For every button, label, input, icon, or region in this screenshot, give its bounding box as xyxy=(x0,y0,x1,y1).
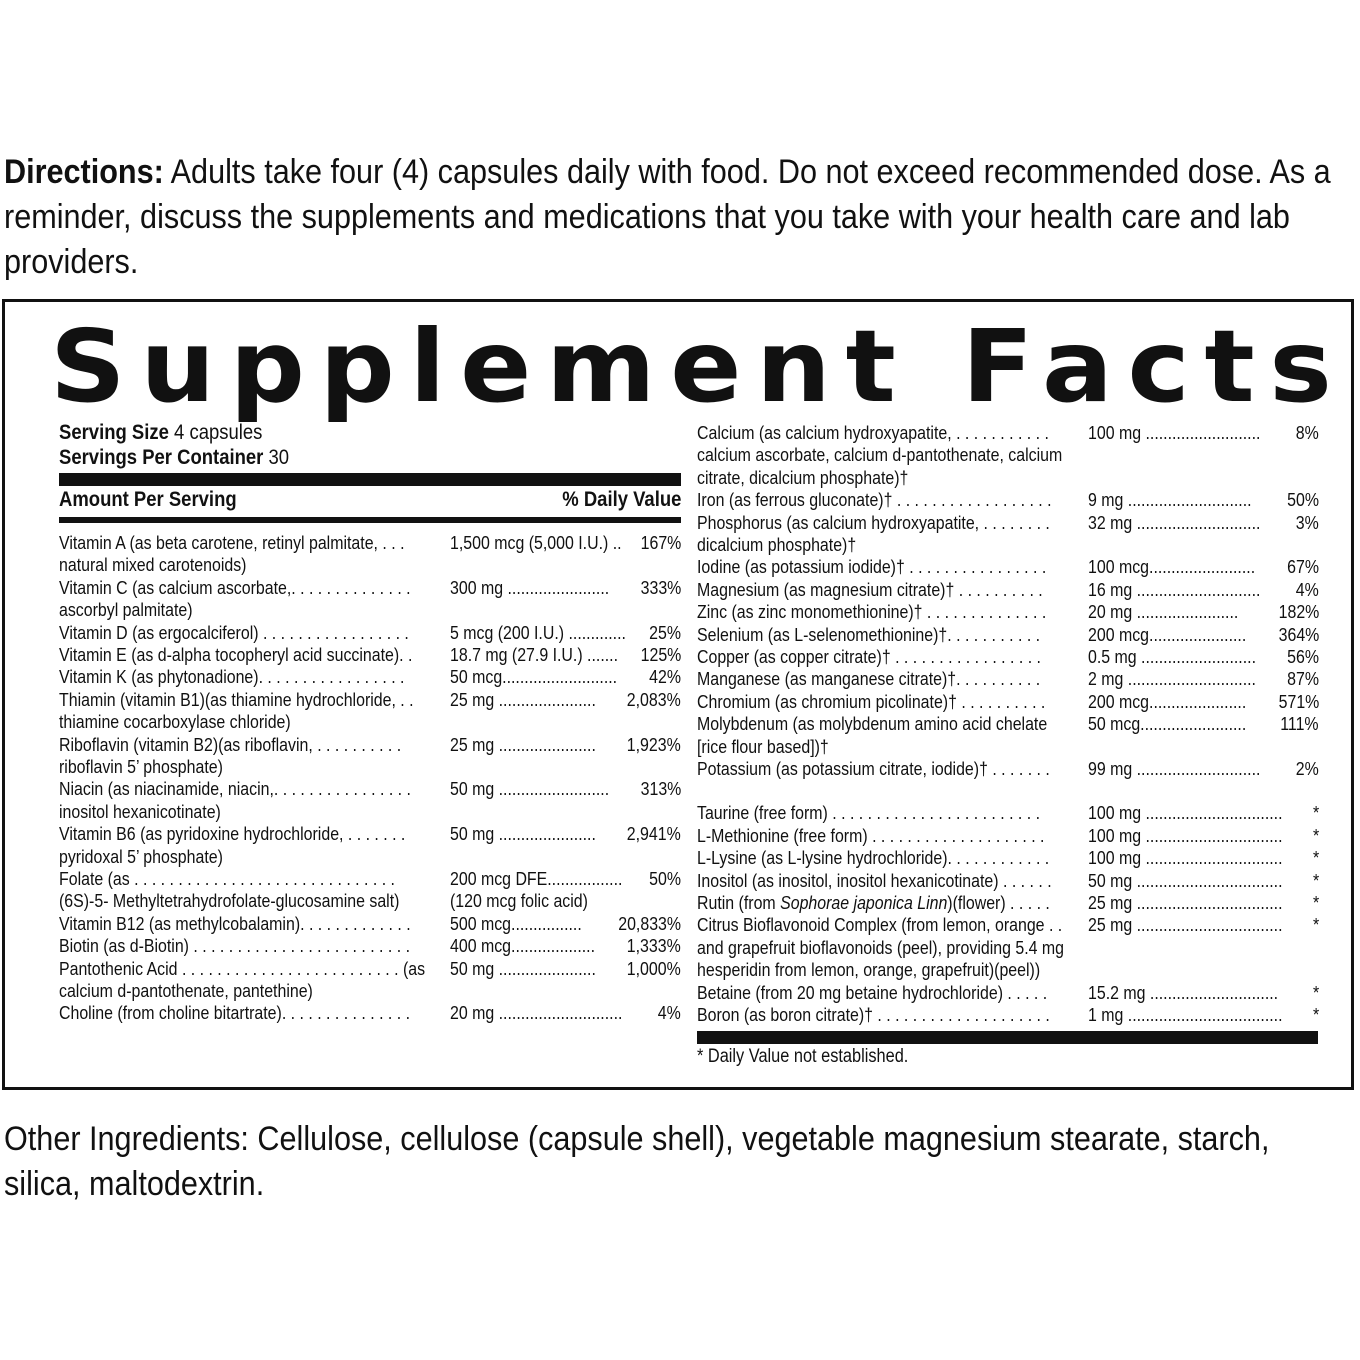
amount-per-serving-header: Amount Per Serving xyxy=(59,488,237,511)
nutrient-name: Vitamin C (as calcium ascorbate,. . . . . . . . . . . . . . ascorbyl palmitate) xyxy=(59,576,411,621)
nutrient-amount: 100 mcg........................ xyxy=(1088,556,1256,578)
nutrient-amount: 50 mcg.......................... xyxy=(450,666,618,688)
nutrient-amount: 100 mg ............................... xyxy=(1088,847,1283,869)
serving-size-label: Serving Size xyxy=(59,421,169,444)
right-nutrient-row xyxy=(697,847,1319,869)
daily-value-percent: 1,000% xyxy=(627,957,681,979)
daily-value-percent: * xyxy=(1312,981,1319,1003)
daily-value-percent: 2,083% xyxy=(627,688,681,710)
nutrient-amount: 100 mg .......................... xyxy=(1088,422,1261,443)
nutrient-amount: 25 mg ................................. xyxy=(1088,914,1283,936)
daily-value-percent: 67% xyxy=(1287,556,1319,578)
daily-value-percent: 167% xyxy=(640,532,681,553)
daily-value-percent: 111% xyxy=(1280,713,1319,735)
nutrient-name: Zinc (as zinc monomethionine)† . . . . . . . . . . . . . . xyxy=(697,601,1047,623)
right-nutrient-row xyxy=(697,668,1319,690)
nutrient-name: Vitamin A (as beta carotene, retinyl palmitate, . . . natural mixed carotenoids) xyxy=(59,532,405,576)
nutrient-name: Vitamin K (as phytonadione). . . . . . . . . . . . . . . . . xyxy=(59,666,405,688)
daily-value-percent: 571% xyxy=(1278,690,1319,712)
right-nutrient-row xyxy=(697,601,1319,623)
daily-value-percent: * xyxy=(1312,892,1319,913)
nutrient-name-part: )(flower) . . . . . xyxy=(947,892,1050,913)
nutrient-name: Thiamin (vitamin B1)(as thiamine hydrochloride, . . thiamine cocarboxylase chloride) xyxy=(59,688,414,733)
right-nutrient-row xyxy=(697,1004,1319,1026)
nutrient-name: Riboflavin (vitamin B2)(as riboflavin, . . . . . . . . . . riboflavin 5’ phosphate) xyxy=(59,733,402,777)
nutrient-name: Vitamin D (as ergocalciferol) . . . . . . . . . . . . . . . . . xyxy=(59,621,409,643)
nutrient-name: L-Methionine (free form) . . . . . . . . . . . . . . . . . . . . xyxy=(697,824,1045,846)
nutrient-amount: 50 mcg........................ xyxy=(1088,713,1247,735)
left-nutrient-row xyxy=(59,913,681,935)
daily-value-percent: 4% xyxy=(1295,578,1319,600)
nutrient-amount: 100 mg ............................... xyxy=(1088,824,1283,846)
daily-value-percent: 333% xyxy=(640,576,681,598)
serving-size-value: 4 capsules xyxy=(168,421,263,444)
nutrient-amount: 9 mg ............................ xyxy=(1088,489,1252,511)
daily-value-percent: 2% xyxy=(1295,758,1319,779)
footnote-text: * Daily Value not established. xyxy=(697,1046,909,1067)
left-nutrient-row xyxy=(59,576,681,621)
daily-value-percent: 182% xyxy=(1278,601,1319,623)
nutrient-amount: 200 mcg...................... xyxy=(1088,690,1247,712)
nutrient-name: Copper (as copper citrate)† . . . . . . . . . . . . . . . . . xyxy=(697,646,1041,667)
daily-value-percent: 42% xyxy=(649,666,681,688)
daily-value-percent: * xyxy=(1312,914,1319,936)
nutrient-amount: 500 mcg................ xyxy=(450,912,582,934)
daily-value-percent: * xyxy=(1312,824,1319,846)
daily-value-percent: 313% xyxy=(640,778,681,800)
right-nutrient-row xyxy=(697,914,1319,981)
nutrient-name: Pantothenic Acid . . . . . . . . . . . . . . . . . . . . . . . . . (as calcium d-pantothenate, pantethine) xyxy=(59,957,426,1001)
directions-body: Adults take four (4) capsules daily with food. Do not exceed recommended dose. As a reminder, discuss the supplements and medications that you take with your health care and lab providers. xyxy=(4,153,1331,281)
daily-value-percent: * xyxy=(1312,802,1319,824)
nutrient-amount: 2 mg ............................. xyxy=(1088,668,1256,690)
right-nutrient-row xyxy=(697,802,1319,824)
nutrient-amount: 25 mg ...................... xyxy=(450,733,596,755)
nutrient-name: Choline (from choline bitartrate). . . . . . . . . . . . . . . xyxy=(59,1002,411,1024)
botanical-name: Sophorae japonica Linn xyxy=(780,892,948,913)
nutrient-amount: 5 mcg (200 I.U.) ............. xyxy=(450,621,626,643)
divider-bottom xyxy=(697,1031,1318,1044)
nutrient-amount: 400 mcg................... xyxy=(450,935,596,957)
daily-value-percent: * xyxy=(1312,1004,1319,1025)
nutrient-amount: 1,500 mcg (5,000 I.U.) .. xyxy=(450,532,622,553)
right-nutrient-row xyxy=(697,825,1319,847)
nutrient-name: Vitamin B6 (as pyridoxine hydrochloride, . . . . . . . pyridoxal 5’ phosphate) xyxy=(59,823,406,867)
daily-value-percent: 20,833% xyxy=(618,912,681,934)
nutrient-name: Magnesium (as magnesium citrate)† . . . . . . . . . . xyxy=(697,578,1043,600)
nutrient-name: Taurine (free form) . . . . . . . . . . . . . . . . . . . . . . . . xyxy=(697,802,1041,824)
left-nutrient-row xyxy=(59,688,681,733)
nutrient-amount: 20 mg ............................ xyxy=(450,1002,623,1024)
nutrient-name: Biotin (as d-Biotin) . . . . . . . . . . . . . . . . . . . . . . . . . xyxy=(59,935,411,957)
column-header xyxy=(59,488,681,512)
left-nutrient-row xyxy=(59,957,681,1001)
nutrient-amount: 200 mcg...................... xyxy=(1088,623,1247,645)
nutrient-name: Iodine (as potassium iodide)† . . . . . . . . . . . . . . . . xyxy=(697,556,1047,578)
right-nutrient-row xyxy=(697,713,1319,757)
left-nutrient-row xyxy=(59,733,681,777)
nutrient-name: Niacin (as niacinamide, niacin,. . . . . . . . . . . . . . . . inositol hexanicotinate) xyxy=(59,778,411,822)
nutrient-amount: 100 mg ............................... xyxy=(1088,802,1283,824)
nutrient-amount: 99 mg ............................ xyxy=(1088,758,1261,779)
nutrient-name: L-Lysine (as L-lysine hydrochloride). . . . . . . . . . . . xyxy=(697,847,1050,869)
daily-value-percent: 50% xyxy=(649,868,681,889)
nutrient-amount: 50 mg ...................... xyxy=(450,957,596,979)
daily-value-percent: 1,923% xyxy=(627,733,681,755)
right-nutrient-row xyxy=(697,892,1319,914)
nutrient-name: Boron (as boron citrate)† . . . . . . . . . . . . . . . . . . . . xyxy=(697,1004,1050,1025)
right-nutrient-row xyxy=(697,691,1319,713)
left-nutrient-row xyxy=(59,1002,681,1024)
nutrient-name: Vitamin B12 (as methylcobalamin). . . . . . . . . . . . . xyxy=(59,912,411,934)
nutrient-amount: 50 mg ................................. xyxy=(1088,869,1283,891)
right-nutrient-row xyxy=(697,870,1319,892)
nutrient-name: Folate (as . . . . . . . . . . . . . . . . . . . . . . . . . . . . . . (6S)-5- Methyltetrahydrofolate-glucosamine salt) xyxy=(59,868,400,912)
nutrient-name: Vitamin E (as d-alpha tocopheryl acid succinate). . xyxy=(59,644,413,665)
left-nutrient-row xyxy=(59,823,681,867)
servings-per-container-label: Servings Per Container xyxy=(59,446,264,469)
daily-value-percent: 1,333% xyxy=(627,935,681,957)
nutrient-name: Molybdenum (as molybdenum amino acid chelate [rice flour based])† xyxy=(697,713,1048,757)
right-nutrient-row xyxy=(697,489,1319,511)
nutrient-name: Chromium (as chromium picolinate)† . . . . . . . . . . xyxy=(697,690,1046,712)
nutrient-name xyxy=(697,892,1080,914)
nutrient-amount: 18.7 mg (27.9 I.U.) ....... xyxy=(450,644,619,665)
right-nutrient-row xyxy=(697,982,1319,1004)
right-nutrient-row xyxy=(697,758,1319,780)
directions-text xyxy=(4,150,1354,285)
nutrient-amount-secondary: (120 mcg folic acid) xyxy=(450,890,588,912)
nutrient-name: Iron (as ferrous gluconate)† . . . . . . . . . . . . . . . . . . xyxy=(697,489,1052,511)
nutrient-amount: 20 mg ....................... xyxy=(1088,601,1239,623)
daily-value-percent: 2,941% xyxy=(627,823,681,845)
nutrient-name: Calcium (as calcium hydroxyapatite, . . . . . . . . . . . calcium ascorbate, calcium d-pantothenate, calcium citrate, dicalcium phosphate)† xyxy=(697,422,1063,488)
directions-label: Directions: xyxy=(4,153,164,191)
left-nutrient-row xyxy=(59,644,681,666)
daily-value-percent: 364% xyxy=(1278,623,1319,645)
servings-per-container-value: 30 xyxy=(263,446,290,469)
left-nutrient-row xyxy=(59,935,681,957)
nutrient-amount: 15.2 mg ............................. xyxy=(1088,981,1279,1003)
right-nutrient-row xyxy=(697,624,1319,646)
nutrient-name: Manganese (as manganese citrate)†. . . . . . . . . . xyxy=(697,668,1041,690)
nutrient-amount: 50 mg ......................... xyxy=(450,778,610,800)
nutrient-amount: 0.5 mg .......................... xyxy=(1088,646,1256,667)
left-nutrient-row xyxy=(59,868,681,912)
daily-value-percent: 125% xyxy=(640,644,681,665)
daily-value-percent: * xyxy=(1312,847,1319,869)
right-nutrient-row xyxy=(697,579,1319,601)
nutrient-amount: 32 mg ............................ xyxy=(1088,511,1261,533)
left-nutrient-row xyxy=(59,778,681,822)
daily-value-percent: 87% xyxy=(1287,668,1319,690)
left-nutrient-row xyxy=(59,666,681,688)
nutrient-amount: 200 mcg DFE................. xyxy=(450,868,623,889)
daily-value-percent: 3% xyxy=(1295,511,1319,533)
daily-value-percent: 8% xyxy=(1295,422,1319,443)
left-nutrient-row xyxy=(59,622,681,644)
nutrient-name-part: Rutin (from xyxy=(697,892,781,913)
right-nutrient-row xyxy=(697,556,1319,578)
divider-medium xyxy=(59,517,681,523)
nutrient-name: Potassium (as potassium citrate, iodide)† . . . . . . . xyxy=(697,758,1050,779)
nutrient-amount: 25 mg ................................. xyxy=(1088,892,1283,913)
nutrient-name: Phosphorus (as calcium hydroxyapatite, . . . . . . . . dicalcium phosphate)† xyxy=(697,511,1050,555)
nutrient-amount: 1 mg ................................... xyxy=(1088,1004,1283,1025)
left-nutrient-row xyxy=(59,532,681,576)
daily-value-percent: * xyxy=(1312,869,1319,891)
nutrient-name: Inositol (as inositol, inositol hexanicotinate) . . . . . . xyxy=(697,869,1052,891)
right-nutrient-row xyxy=(697,511,1319,555)
serving-info xyxy=(59,420,320,470)
nutrient-amount: 50 mg ...................... xyxy=(450,823,596,845)
right-nutrient-row xyxy=(697,422,1319,488)
daily-value-percent: 50% xyxy=(1287,489,1319,511)
nutrient-amount: 300 mg ....................... xyxy=(450,576,610,598)
nutrient-amount: 25 mg ...................... xyxy=(450,688,596,710)
nutrient-amount: 16 mg ............................ xyxy=(1088,578,1261,600)
other-ingredients: Other Ingredients: Cellulose, cellulose (capsule shell), vegetable magnesium stearate, starch, silica, maltodextrin. xyxy=(4,1120,1270,1203)
nutrient-name: Betaine (from 20 mg betaine hydrochloride) . . . . . xyxy=(697,981,1048,1003)
nutrient-name: Citrus Bioflavonoid Complex (from lemon, orange . . and grapefruit bioflavonoids (peel), providing 5.4 mg hesperidin from lemon, orange, grapefruit)(peel)) xyxy=(697,914,1065,981)
nutrient-name: Selenium (as L-selenomethionine)†. . . . . . . . . . . xyxy=(697,623,1041,645)
daily-value-percent: 4% xyxy=(657,1002,681,1024)
divider-thick xyxy=(59,473,681,486)
panel-title: Supplement Facts xyxy=(50,308,1347,425)
daily-value-header: % Daily Value xyxy=(561,488,681,511)
footnote xyxy=(697,1046,943,1068)
daily-value-percent: 25% xyxy=(649,621,681,643)
daily-value-percent: 56% xyxy=(1287,646,1319,667)
right-nutrient-row xyxy=(697,646,1319,668)
